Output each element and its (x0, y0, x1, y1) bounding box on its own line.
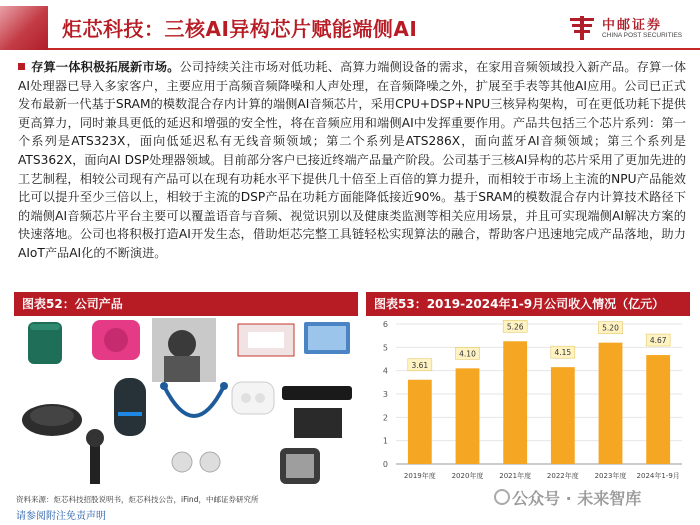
value-label: 5.20 (602, 323, 619, 333)
figure-52-title: 图表52：公司产品 (14, 292, 358, 316)
tablet-display-image (304, 322, 350, 354)
x-tick-label: 2020年度 (451, 472, 484, 480)
product-collage (14, 316, 358, 488)
value-label: 5.26 (506, 322, 524, 332)
revenue-bar (599, 343, 623, 464)
x-tick-label: 2019年度 (403, 472, 436, 480)
revenue-bar (551, 367, 575, 464)
revenue-chart (366, 316, 690, 486)
value-label: 4.10 (459, 349, 476, 359)
watermark-text: 公众号 · 未来智库 (512, 489, 642, 508)
header-divider (48, 48, 700, 50)
y-tick-label: 4 (382, 366, 388, 376)
product-photos (14, 316, 358, 488)
x-tick-label: 2023年度 (594, 472, 627, 480)
figure-53-title: 图表53：2019-2024年1-9月公司收入情况（亿元） (366, 292, 690, 316)
revenue-bar-chart (366, 316, 690, 486)
y-tick-label: 6 (382, 320, 388, 329)
x-tick-label: 2022年度 (546, 472, 579, 480)
value-label: 4.67 (649, 336, 667, 346)
value-label: 3.61 (411, 360, 429, 370)
microphone-image (86, 429, 104, 484)
y-tick-label: 0 (382, 460, 388, 469)
bullet-icon (18, 63, 25, 70)
header-accent-block (0, 6, 48, 50)
smartwatch-image (280, 448, 320, 484)
revenue-bar (646, 355, 670, 464)
paragraph-text: 公司持续关注市场对低功耗、高算力端侧设备的需求，在家用音频领域投入新产品。存算一体AI处理器已导入多家客户，主要应用于高频音频降噪和人声处理，在音频降噪之外，扩展至手表等其他AI应用。公司已正式发布最新一代基于SRAM的模数混合存内计算的端侧AI音频芯片，采用CPU+DSP+NPU三核异构架构，可在更低功耗下提供更高算力，同时兼具更低的延迟和增强的安全性，将在音频应用和端侧AI中发挥重要作用。产品共包括三个芯片系列：第一个系列是ATS323X，面向低延迟私有无线音频领域；第二个系列是ATS286X，面向蓝牙AI音频领域；第三个系列是ATS362X，面向AI DSP处理器领域。目前部分客户已接近终端产品量产阶段。公司基于三核AI异构的芯片采用了更加先进的工艺制程，相较公司现有产品可以在现有功耗水平下提供几十倍至上百倍的算力提升，而相较于市场上主流的NPU产品能效比可以提升至少三倍以上，相较于主流的DSP产品在功耗方面能降低接近90%。基于SRAM的模数混合存内计算技术路径下的端侧AI音频芯片平台主要可以覆盖语音与音频、视觉识别以及健康类监测等相关应用场景，并且可实现端侧AI解决方案的快速落地。公司也将积极打造AI开发生态，借助炬芯完整工具链轻松实现算法的融合，帮助客户迅速地完成产品落地，助力AIoT产品AI化的不断演进。 (18, 60, 687, 260)
source-note: 资料来源：炬芯科技招股说明书，炬芯科技公告，iFind，中邮证券研究所 (16, 495, 259, 504)
pink-speaker-image (92, 320, 140, 360)
y-tick-label: 5 (382, 343, 388, 353)
portable-speaker-image (114, 378, 146, 436)
paragraph-lead: 存算一体积极拓展新市场。 (31, 60, 180, 74)
earphones-wired-image (172, 452, 220, 472)
y-tick-label: 1 (382, 436, 388, 446)
product-box-image (238, 324, 294, 356)
x-tick-label: 2024年1-9月 (636, 472, 680, 480)
woman-headphones-image (152, 318, 216, 382)
main-paragraph (18, 58, 686, 263)
value-label: 4.15 (554, 348, 572, 358)
green-speaker-image (28, 322, 62, 364)
neckband-earphones-image (160, 382, 228, 416)
page-title: 炬芯科技：三核AI异构芯片赋能端侧AI (62, 17, 418, 41)
soundbar-image (282, 386, 352, 438)
company-logo (568, 12, 698, 46)
y-tick-label: 3 (382, 390, 388, 399)
conference-speaker-image (22, 404, 82, 436)
x-tick-label: 2021年度 (499, 472, 532, 480)
wechat-icon (494, 489, 510, 505)
earbuds-case-image (232, 382, 274, 414)
disclaimer-link[interactable]: 请参阅附注免责声明 (16, 511, 106, 522)
revenue-bar (408, 380, 432, 464)
revenue-bar (503, 341, 527, 464)
revenue-bar (456, 368, 480, 464)
logo-chinese-text: 中邮证券 (602, 18, 663, 33)
logo-english-text: CHINA POST SECURITIES (602, 32, 683, 39)
china-post-logo-icon (568, 14, 596, 42)
y-tick-label: 2 (382, 413, 388, 423)
